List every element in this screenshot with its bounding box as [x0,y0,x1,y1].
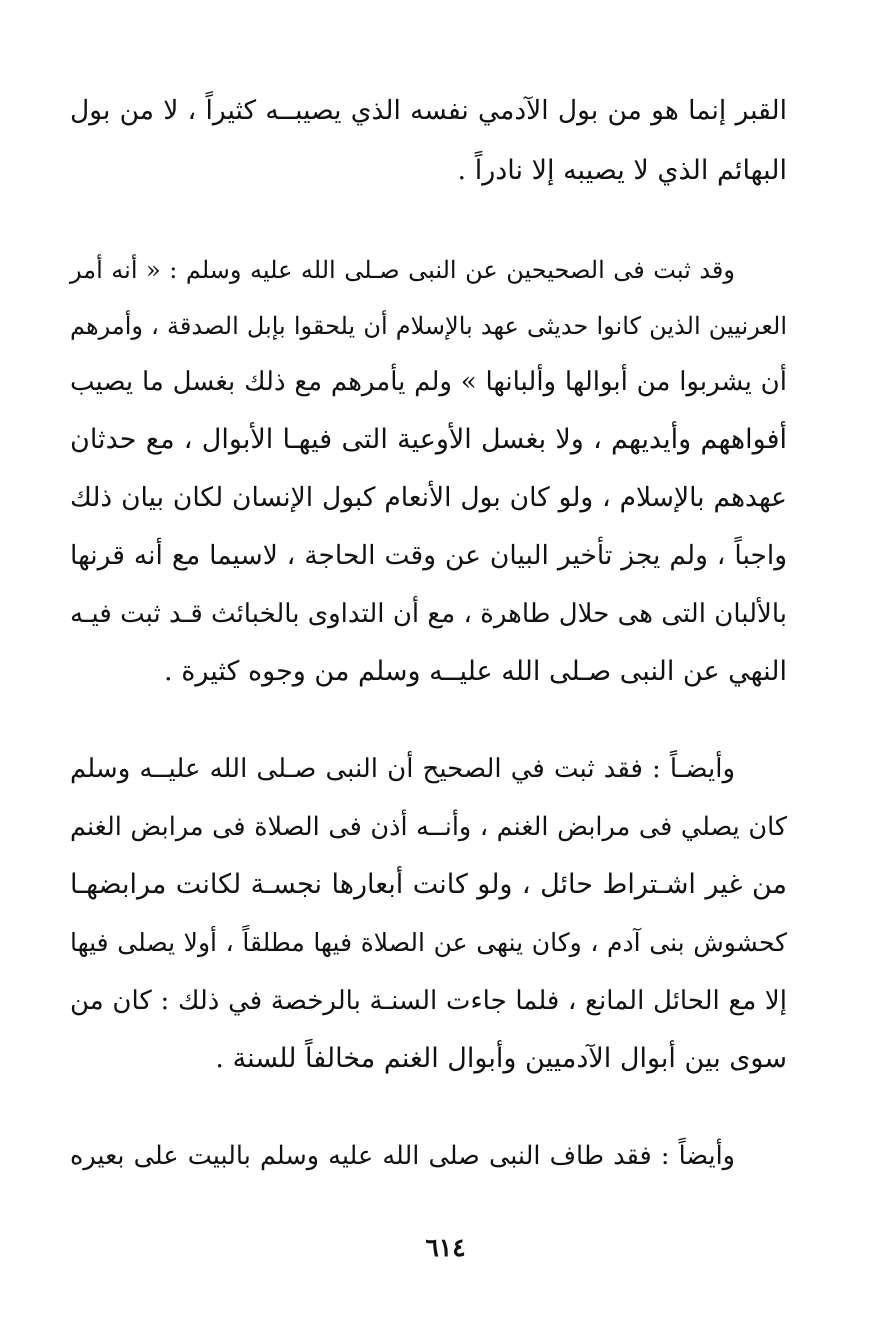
text-line: القبر إنما هو من بول الآدمي نفسه الذي يصيبــه كثيراً ، لا من بول [70,95,787,126]
text-line: أن يشربوا من أبوالها وألبانها » ولم يأمرهم مع ذلك بغسل ما يصيب [70,367,787,397]
text-line: وأيضـاً : فقد ثبت في الصحيح أن النبى صـلى الله عليــه وسلم [70,754,735,784]
text-line: من غير اشـتراط حائل ، ولو كانت أبعارها نجسـة لكانت مرابضهـا [70,869,787,900]
text-line: البهائم الذي لا يصيبه إلا نادراً . [457,155,787,186]
text-line: عهدهم بالإسلام ، ولو كان بول الأنعام كبول الإنسان لكان بيان ذلك [70,482,787,513]
text-line: إلا مع الحائل المانع ، فلما جاءت السنـة بالرخصة في ذلك : كان من [70,986,787,1016]
page-number: ٦١٤ [425,1233,466,1262]
text-line: سوى بين أبوال الآدميين وأبوال الغنم مخالفاً للسنة . [215,1043,787,1074]
text-line: النهي عن النبى صـلى الله عليــه وسلم من وجوه كثيرة . [164,656,787,687]
text-line: كحشوش بنى آدم ، وكان ينهى عن الصلاة فيها مطلقاً ، أولا يصلى فيها [70,928,787,957]
text-line: كان يصلي فى مرابض الغنم ، وأنــه أذن فى الصلاة فى مرابض الغنم [70,812,787,842]
text-line: واجباً ، ولم يجز تأخير البيان عن وقت الحاجة ، لاسيما مع أنه قرنها [70,540,787,571]
text-line: العرنيين الذين كانوا حديثى عهد بالإسلام أن يلحقوا بإبل الصدقة ، وأمرهم [70,312,787,340]
text-line: بالألبان التى هى حلال طاهرة ، مع أن التداوى بالخبائث قـد ثبت فيـه [70,599,787,629]
text-line: أفواههم وأيديهم ، ولا بغسل الأوعية التى فيهـا الأبوال ، مع حدثان [70,424,787,455]
text-line: وأيضاً : فقد طاف النبى صلى الله عليه وسلم بالبيت على بعيره [70,1141,735,1171]
text-line: وقد ثبت فى الصحيحين عن النبى صـلى الله عليه وسلم : « أنه أمر [70,256,735,284]
